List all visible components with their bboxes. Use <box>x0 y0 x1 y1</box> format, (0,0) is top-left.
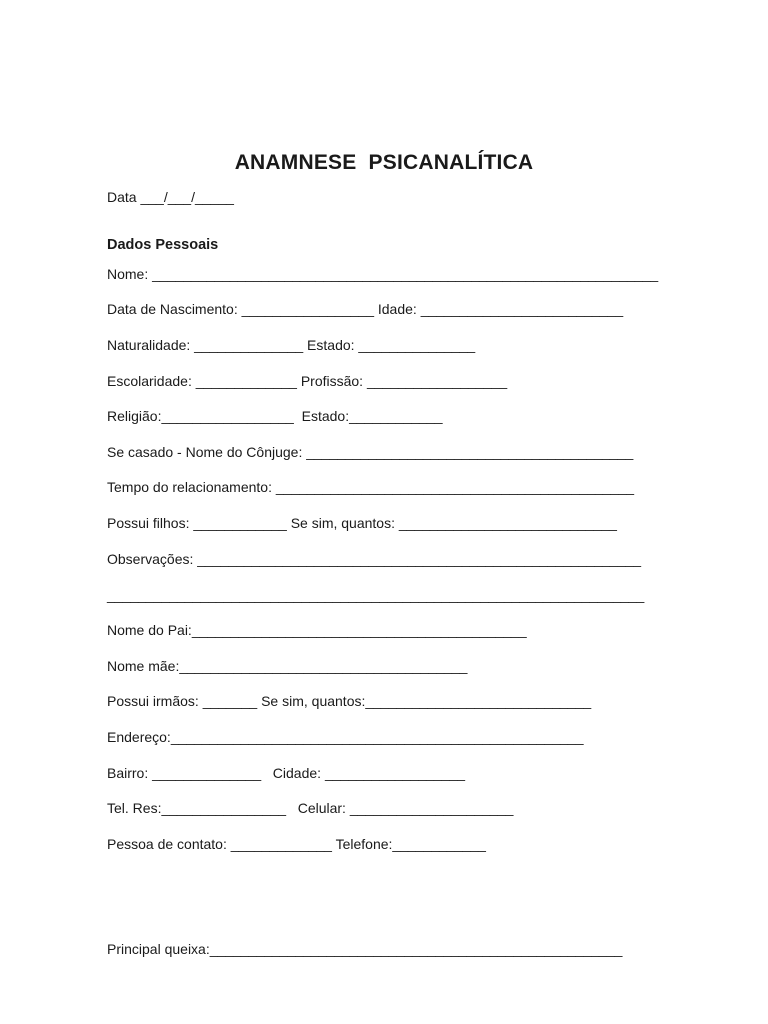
field-possui-filhos: Possui filhos: ____________ Se sim, quantos: ____________________________ <box>107 515 617 531</box>
field-principal-queixa: Principal queixa:_____________________________________________________ <box>107 941 623 957</box>
field-nome: Nome: _________________________________________________________________ <box>107 266 659 282</box>
field-nome-mae: Nome mãe:_____________________________________ <box>107 658 468 674</box>
field-bairro-cidade: Bairro: ______________ Cidade: __________________ <box>107 765 466 781</box>
field-pessoa-contato: Pessoa de contato: _____________ Telefone:____________ <box>107 836 486 852</box>
field-tempo-relacionamento: Tempo do relacionamento: ______________________________________________ <box>107 479 635 495</box>
field-observacoes: Observações: _________________________________________________________ <box>107 551 642 567</box>
field-endereco: Endereço:_____________________________________________________ <box>107 729 584 745</box>
date-field: Data ___/___/_____ <box>107 189 234 205</box>
field-possui-irmaos: Possui irmãos: _______ Se sim, quantos:_____________________________ <box>107 693 592 709</box>
field-naturalidade: Naturalidade: ______________ Estado: _______________ <box>107 337 476 353</box>
section-heading-personal-data: Dados Pessoais <box>107 237 219 253</box>
field-escolaridade: Escolaridade: _____________ Profissão: __________________ <box>107 373 508 389</box>
field-religiao: Religião:_________________ Estado:____________ <box>107 408 443 424</box>
field-observacoes-continuation: _____________________________________________________________________ <box>107 587 645 603</box>
field-data-nascimento: Data de Nascimento: _________________ Idade: __________________________ <box>107 301 624 317</box>
field-nome-pai: Nome do Pai:___________________________________________ <box>107 622 527 638</box>
field-telefones: Tel. Res:________________ Celular: _____________________ <box>107 800 514 816</box>
document-title: ANAMNESE PSICANALÍTICA <box>234 151 534 174</box>
field-conjuge: Se casado - Nome do Cônjuge: __________________________________________ <box>107 444 634 460</box>
